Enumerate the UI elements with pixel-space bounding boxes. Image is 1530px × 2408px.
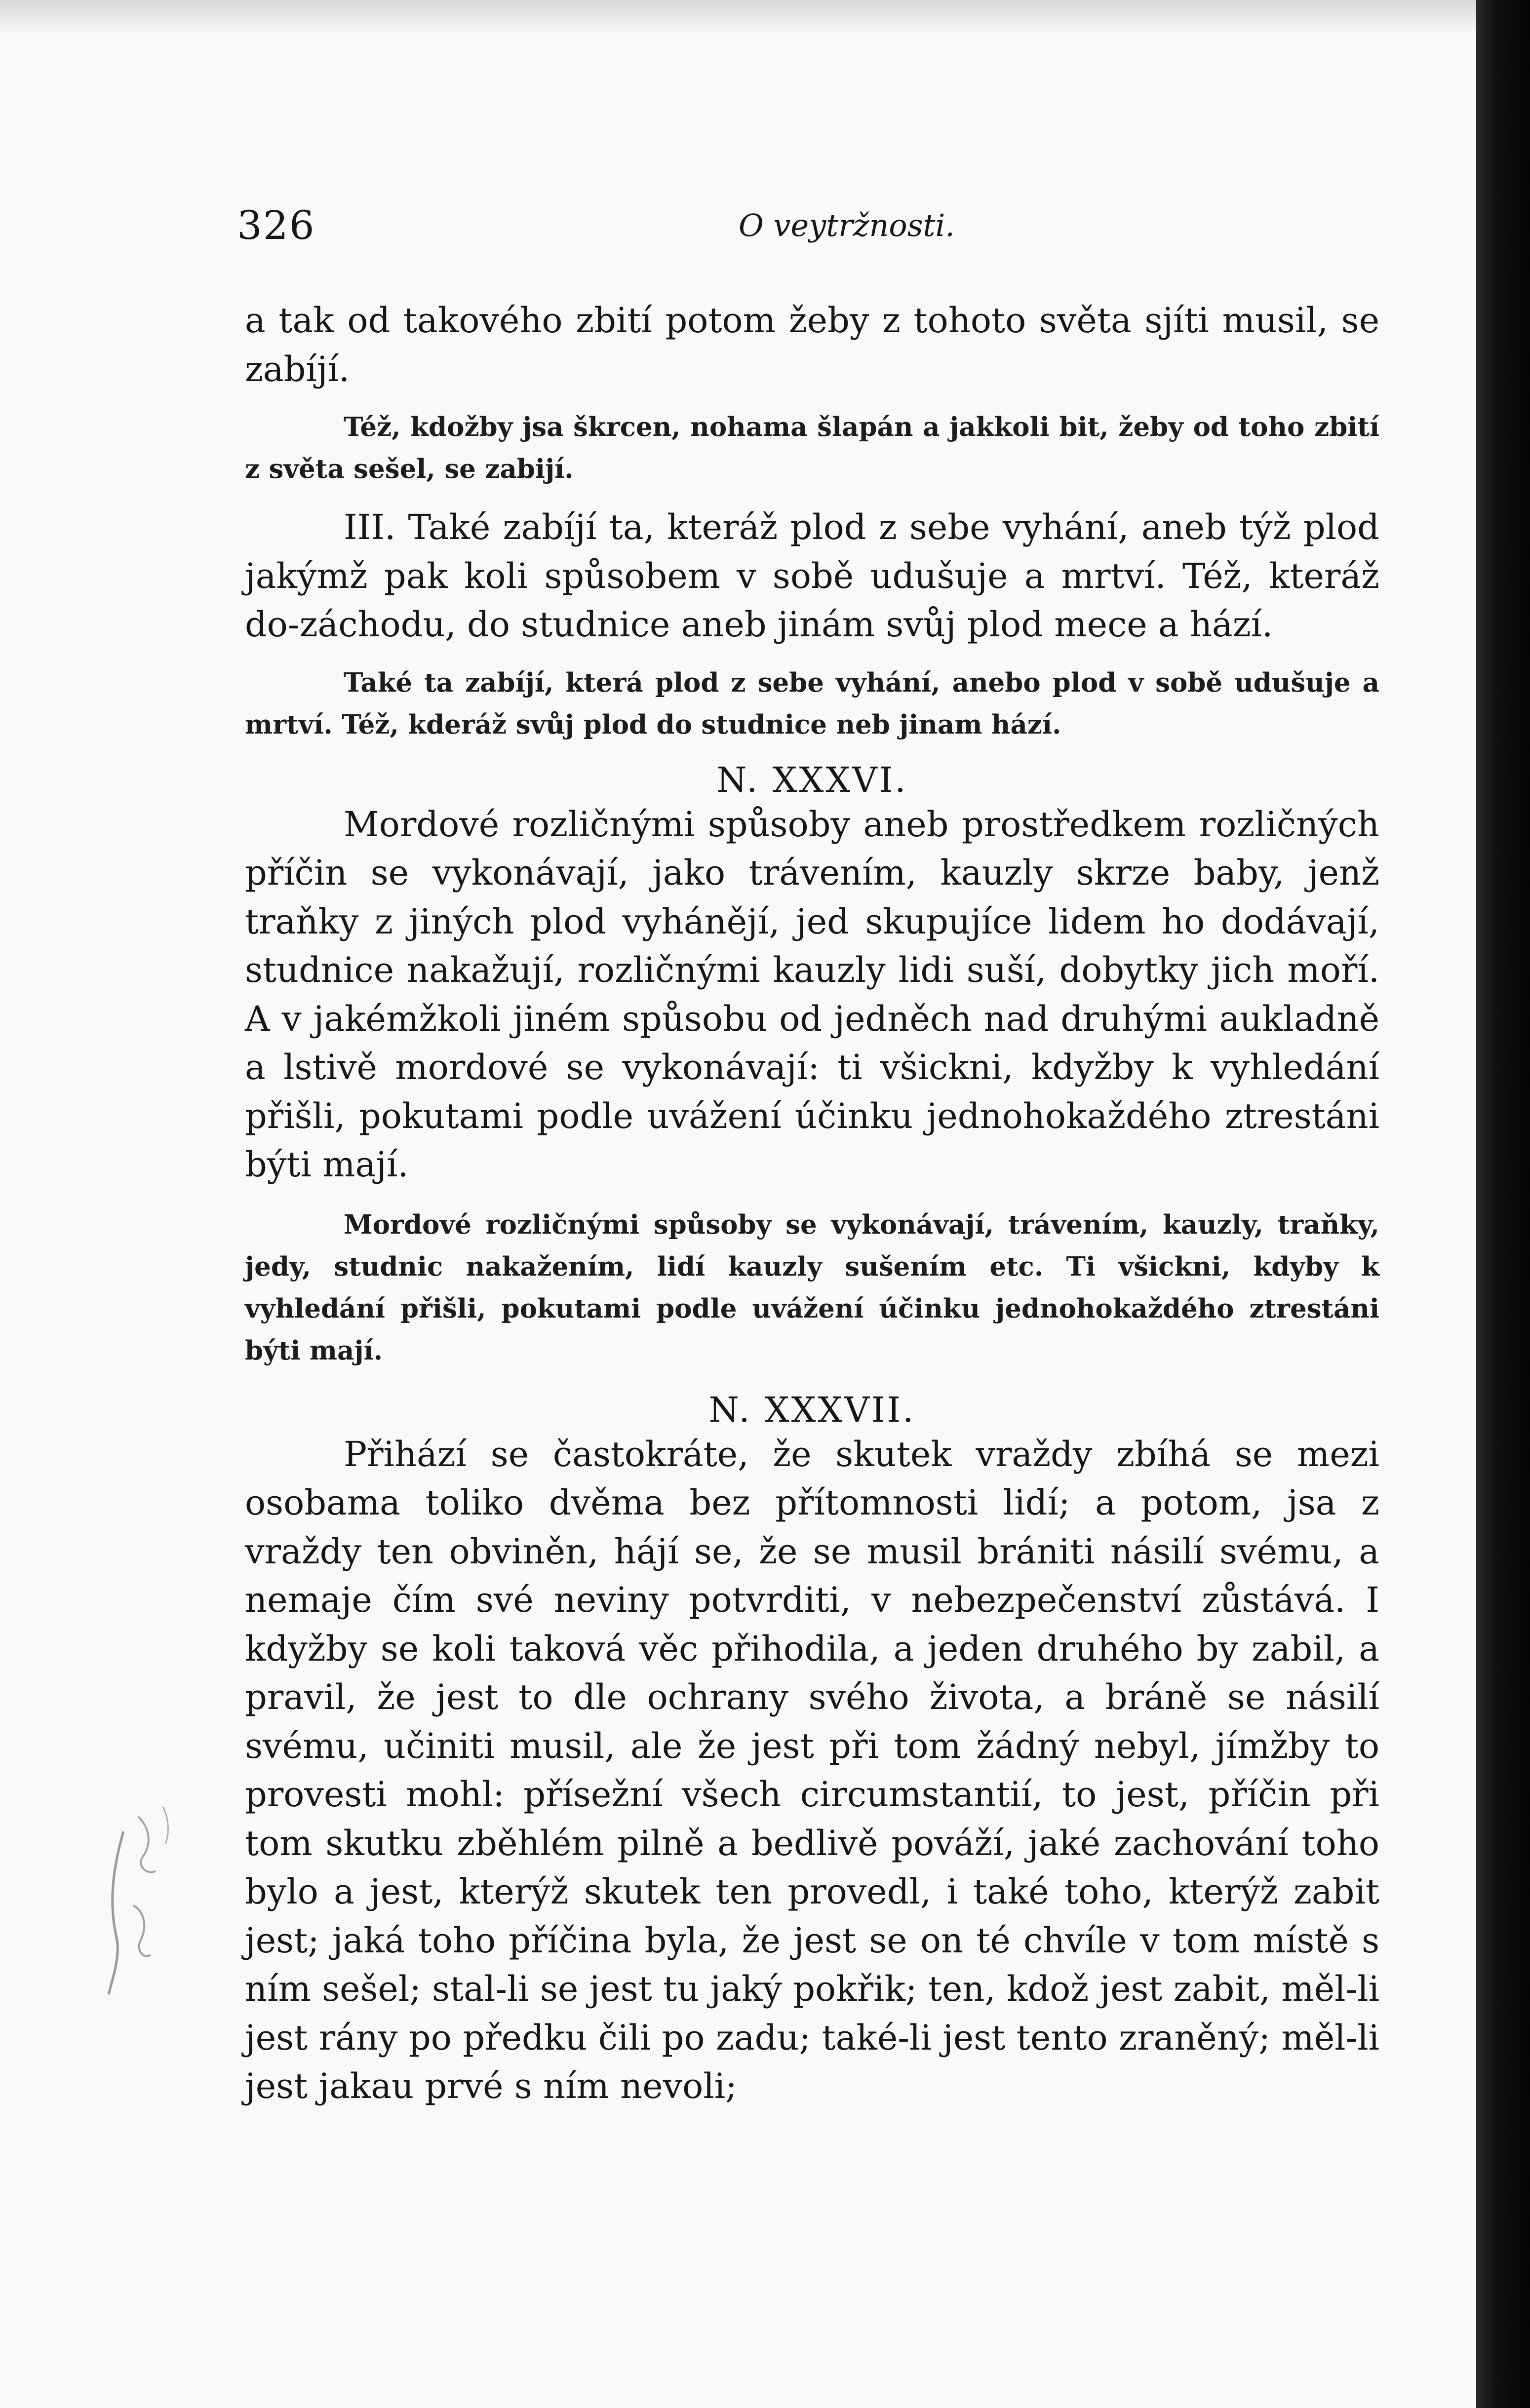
summary-note: Také ta zabíjí, která plod z sebe vyhání, anebo plod v sobě udušuje a mrtví. Též, kderáž svůj plod do studnice neb jinam hází. [245, 667, 1379, 740]
paragraph-article-iii: III. Také zabíjí ta, kteráž plod z sebe vyhání, aneb týž plod jakýmž pak koli spůsobem v sobě udušuje a mrtví. Též, kteráž do-záchodu, do studnice aneb jinám svůj plod mece a hází. [245, 507, 1379, 645]
handwritten-margin-mark [94, 1797, 193, 2009]
section-heading-xxxvi: N. XXXVI. [716, 759, 908, 800]
section-heading-xxxvii: N. XXXVII. [708, 1389, 916, 1430]
page-number: 326 [237, 202, 315, 248]
summary-note: Mordové rozličnými spůsoby se vykonávají, trávením, kauzly, traňky, jedy, studnic nakažením, lidí kauzly sušením etc. Ti všickni, kdyby k vyhledání přišli, pokutami podle uvážení účinku jednohokaždého ztrestáni býti mají. [245, 1209, 1379, 1366]
page-header [237, 202, 1387, 257]
scan-top-shading [0, 0, 1476, 35]
page-body [245, 296, 1379, 2111]
scan-dark-edge [1476, 0, 1530, 2408]
paragraph-xxxvii: Přihází se častokráte, že skutek vraždy zbíhá se mezi osobama toliko dvěma bez přítomnosti lidí; a potom, jsa z vraždy ten obviněn, hájí se, že se musil brániti násilí svému, a nemaje čím své neviny potvrditi, v nebezpečenství zůstává. I kdyžby se koli taková věc přihodila, a jeden druhého by zabil, a pravil, že jest to dle ochrany svého života, a bráně se násilí svému, učiniti musil, ale že jest při tom žádný nebyl, jímžby to provesti mohl: přísežní všech circumstantií, to jest, příčin při tom skutku zběhlém pilně a bedlivě pováží, jaké zachování toho bylo a jest, kterýž skutek ten provedl, i také toho, kterýž zabit jest; jaká toho příčina byla, že jest se on té chvíle v tom místě s ním sešel; stal-li se jest tu jaký pokřik; ten, kdož jest zabit, měl-li jest rány po předku čili po zadu; také-li jest tento zraněný; měl-li jest jakau prvé s ním nevoli; [245, 1434, 1379, 2106]
paragraph-xxxvi: Mordové rozličnými spůsoby aneb prostředkem rozličných příčin se vykonávají, jako trávením, kauzly skrze baby, jenž traňky z jiných plod vyhánějí, jed skupujíce lidem ho dodávají, studnice nakažují, rozličnými kauzly lidi suší, dobytky jich moří. A v jakémžkoli jiném spůsobu od jedněch nad druhými aukladně a lstivě mordové se vykonávají: ti všickni, kdyžby k vyhledání přišli, pokutami podle uvážení účinku jednohokaždého ztrestáni býti mají. [245, 804, 1379, 1185]
running-title: O veytržnosti. [738, 207, 955, 243]
paragraph-continuation: a tak od takového zbití potom žeby z tohoto světa sjíti musil, se zabíjí. [245, 300, 1379, 389]
summary-note: Též, kdožby jsa škrcen, nohama šlapán a jakkoli bit, žeby od toho zbití z světa sešel, se zabijí. [245, 412, 1379, 484]
